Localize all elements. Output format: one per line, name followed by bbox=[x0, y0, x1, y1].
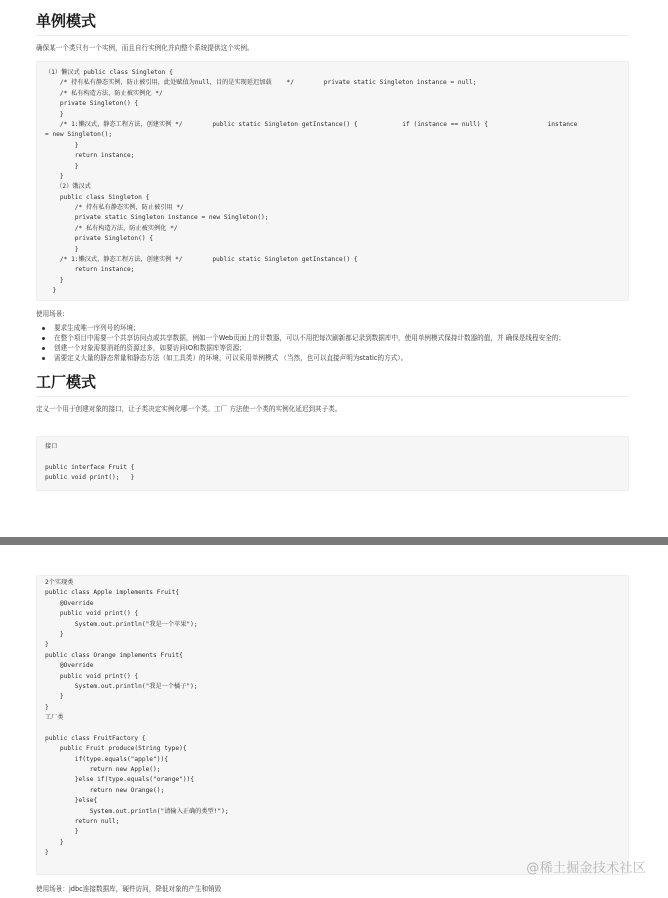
factory-interface-code-block bbox=[36, 436, 629, 491]
code-line: } bbox=[45, 630, 64, 638]
usage-item: 需要定义大量的静态常量和静态方法（如工具类）的环境，可以采用单例模式 （当然，也可以直接声明为static的方式）。 bbox=[36, 353, 629, 363]
code-line: return instance; bbox=[45, 152, 135, 160]
usage-item: 创建一个对象需要消耗的资源过多，如要访问IO和数据库等资源； bbox=[36, 343, 629, 353]
code-line: }else{ bbox=[45, 797, 98, 805]
code-line: /* 持有私有静态实例，防止被引用，此处赋值为null，目的是实现延迟加载 */ private static Singleton instance = null; bbox=[45, 79, 477, 87]
code-line: } bbox=[45, 703, 49, 711]
code-line: private Singleton() { bbox=[45, 235, 154, 243]
code-line: if(type.equals("apple")){ bbox=[45, 755, 168, 763]
code-line: /* 持有私有静态实例，防止被引用 */ bbox=[45, 204, 184, 212]
factory-usage: 使用场景：jdbc连接数据库，硬件访问，降低对象的产生和销毁 bbox=[36, 885, 222, 893]
code-line: @Override bbox=[45, 662, 94, 670]
code-line: （1）懒汉式 public class Singleton { bbox=[45, 69, 173, 76]
code-line: private Singleton() { bbox=[45, 100, 139, 108]
page-separator bbox=[0, 537, 668, 545]
watermark: @稀土掘金技术社区 bbox=[526, 861, 646, 876]
code-line: = new Singleton(); bbox=[45, 131, 113, 139]
code-line: public interface Fruit { bbox=[45, 463, 135, 471]
code-line: System.out.println("我是一个苹果"); bbox=[45, 620, 198, 628]
code-line: } bbox=[45, 693, 64, 701]
code-line: public class Apple implements Fruit{ bbox=[45, 589, 180, 597]
code-line: private static Singleton instance = new Singleton(); bbox=[45, 214, 269, 222]
code-line: } bbox=[45, 828, 79, 836]
code-line: 接口 bbox=[45, 443, 58, 450]
code-line: } bbox=[45, 849, 49, 857]
singleton-heading: 单例模式 bbox=[36, 10, 629, 36]
code-line: public void print() { bbox=[45, 672, 139, 680]
code-line: } bbox=[45, 838, 64, 846]
code-line: } bbox=[45, 287, 57, 295]
factory-section-continued bbox=[36, 575, 629, 894]
singleton-usage-label: 使用场景: bbox=[36, 310, 65, 318]
factory-heading: 工厂模式 bbox=[36, 371, 629, 397]
code-line bbox=[45, 452, 620, 462]
code-line: public class Singleton { bbox=[45, 193, 150, 201]
singleton-intro: 确保某一个类只有一个实例，而且自行实例化并向整个系统提供这个实例。 bbox=[36, 44, 254, 52]
factory-intro: 定义一个用于创建对象的接口，让子类决定实例化哪一个类。工厂 方法使一个类的实例化延迟到其子类。 bbox=[36, 405, 342, 413]
code-line: /* 私有构造方法，防止被实例化 */ bbox=[45, 224, 178, 232]
page-bottom bbox=[0, 545, 668, 898]
code-line: return new Apple(); bbox=[45, 766, 161, 774]
code-line: } bbox=[45, 641, 49, 649]
code-line: } bbox=[45, 172, 64, 180]
code-line: return instance; bbox=[45, 266, 135, 274]
code-line: /* 1:懒汉式，静态工程方法，创建实例 */ public static Singleton getInstance() { if (instance == null) { instance bbox=[45, 120, 578, 128]
usage-item: 要求生成唯一序列号的环境； bbox=[36, 323, 629, 333]
code-line: return new Orange(); bbox=[45, 786, 165, 794]
code-line: /* 私有构造方法，防止被实例化 */ bbox=[45, 89, 163, 97]
singleton-code-block bbox=[36, 61, 629, 301]
code-line: 工厂类 bbox=[45, 714, 64, 722]
code-line: }else if(type.equals("orange")){ bbox=[45, 776, 195, 784]
factory-impl-code-block bbox=[36, 575, 629, 875]
code-line: } bbox=[45, 110, 64, 118]
code-line: （2）饿汉式 bbox=[45, 183, 91, 191]
singleton-section bbox=[36, 10, 629, 491]
code-line: System.out.println("请输入正确的类型!"); bbox=[45, 807, 229, 815]
code-line: public void print() { bbox=[45, 610, 139, 618]
code-line: public Fruit produce(String type){ bbox=[45, 745, 187, 753]
code-line: } bbox=[45, 245, 79, 253]
usage-item: 在整个项目中需要一个共享访问点或共享数据，例如一个Web页面上的计数器，可以不用把每次刷新都记录到数据库中，使用单例模式保持计数器的值，并 确保是线程安全的； bbox=[36, 333, 629, 343]
code-line: @Override bbox=[45, 599, 94, 607]
code-line bbox=[45, 723, 620, 733]
singleton-usage-list bbox=[36, 323, 629, 363]
code-line: 2个实现类 bbox=[45, 579, 74, 586]
code-line: public void print(); } bbox=[45, 474, 135, 482]
code-line: } bbox=[45, 141, 79, 149]
code-line: return null; bbox=[45, 817, 120, 825]
code-line: System.out.println("我是一个橘子"); bbox=[45, 682, 198, 690]
code-line: public class FruitFactory { bbox=[45, 734, 146, 742]
code-line: } bbox=[45, 162, 79, 170]
code-line: /* 1:懒汉式，静态工程方法，创建实例 */ public static Singleton getInstance() { bbox=[45, 256, 358, 264]
code-line: public class Orange implements Fruit{ bbox=[45, 651, 183, 659]
code-line: } bbox=[45, 276, 64, 284]
